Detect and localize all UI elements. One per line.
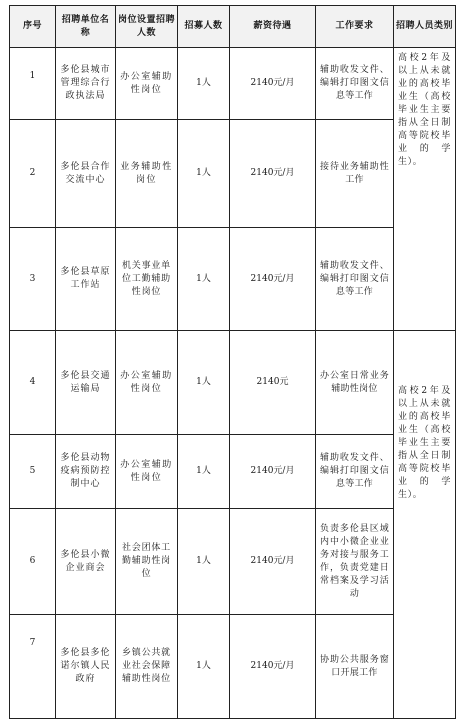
table-row xyxy=(10,120,456,228)
header-index: 序号 xyxy=(10,6,56,48)
row-duty: 办公室日常业务辅助性岗位 xyxy=(316,331,394,435)
row-count: 1人 xyxy=(178,331,230,435)
row-index: 3 xyxy=(10,228,56,331)
header-count: 招募人数 xyxy=(178,6,230,48)
row-salary: 2140元/月 xyxy=(230,509,316,615)
row-position: 办公室辅助性岗位 xyxy=(116,331,178,435)
category-cell-1: 高校2年及以上从未就业的高校毕业生（高校毕业生主要指从全日制高等院校毕业的学生）。 xyxy=(394,48,456,331)
header-salary: 薪资待遇 xyxy=(230,6,316,48)
row-duty: 接待业务辅助性工作 xyxy=(316,120,394,228)
table-row xyxy=(10,48,456,120)
row-salary: 2140元/月 xyxy=(230,48,316,120)
header-row xyxy=(10,6,456,48)
header-duty: 工作要求 xyxy=(316,6,394,48)
row-index: 2 xyxy=(10,120,56,228)
recruitment-table xyxy=(9,5,456,719)
header-position: 岗位设置招聘人数 xyxy=(116,6,178,48)
row-salary: 2140元/月 xyxy=(230,120,316,228)
table-row xyxy=(10,509,456,615)
row-count: 1人 xyxy=(178,120,230,228)
row-salary: 2140元 xyxy=(230,331,316,435)
row-count: 1人 xyxy=(178,615,230,719)
row-position: 社会团体工勤辅助性岗位 xyxy=(116,509,178,615)
row-unit: 多伦县多伦诺尔镇人民政府 xyxy=(56,615,116,719)
row-unit: 多伦县合作交流中心 xyxy=(56,120,116,228)
table-row xyxy=(10,615,456,719)
row-count: 1人 xyxy=(178,48,230,120)
row-position: 业务辅助性岗位 xyxy=(116,120,178,228)
row-index: 1 xyxy=(10,48,56,120)
row-salary: 2140元/月 xyxy=(230,228,316,331)
row-unit: 多伦县交通运输局 xyxy=(56,331,116,435)
row-duty: 辅助收发文件、编辑打印图文信息等工作 xyxy=(316,435,394,509)
table-row xyxy=(10,435,456,509)
row-position: 机关事业单位工勤辅助性岗位 xyxy=(116,228,178,331)
row-count: 1人 xyxy=(178,228,230,331)
row-index: 4 xyxy=(10,331,56,435)
row-unit: 多伦县动物疫病预防控制中心 xyxy=(56,435,116,509)
row-duty: 辅助收发文件、编辑打印图文信息等工作 xyxy=(316,48,394,120)
header-unit: 招聘单位名称 xyxy=(56,6,116,48)
row-duty: 协助公共服务窗口开展工作 xyxy=(316,615,394,719)
header-category: 招聘人员类别 xyxy=(394,6,456,48)
row-duty: 负责多伦县区域内中小微企业业务对接与服务工作，负责党建日常档案及学习活动 xyxy=(316,509,394,615)
row-count: 1人 xyxy=(178,509,230,615)
table-row xyxy=(10,331,456,435)
row-unit: 多伦县城市管理综合行政执法局 xyxy=(56,48,116,120)
row-position: 办公室辅助性岗位 xyxy=(116,435,178,509)
row-count: 1人 xyxy=(178,435,230,509)
row-index: 6 xyxy=(10,509,56,615)
row-position: 乡镇公共就业社会保障辅助性岗位 xyxy=(116,615,178,719)
row-index: 5 xyxy=(10,435,56,509)
row-duty: 辅助收发文件、编辑打印图文信息等工作 xyxy=(316,228,394,331)
table-row xyxy=(10,228,456,331)
row-salary: 2140元/月 xyxy=(230,615,316,719)
row-index: 7 xyxy=(10,615,56,719)
row-unit: 多伦县小微企业商会 xyxy=(56,509,116,615)
row-position: 办公室辅助性岗位 xyxy=(116,48,178,120)
category-cell-2: 高校2年及以上从未就业的高校毕业生（高校毕业生主要指从全日制高等院校毕业的学生）。 xyxy=(394,331,456,719)
row-unit: 多伦县草原工作站 xyxy=(56,228,116,331)
row-salary: 2140元/月 xyxy=(230,435,316,509)
